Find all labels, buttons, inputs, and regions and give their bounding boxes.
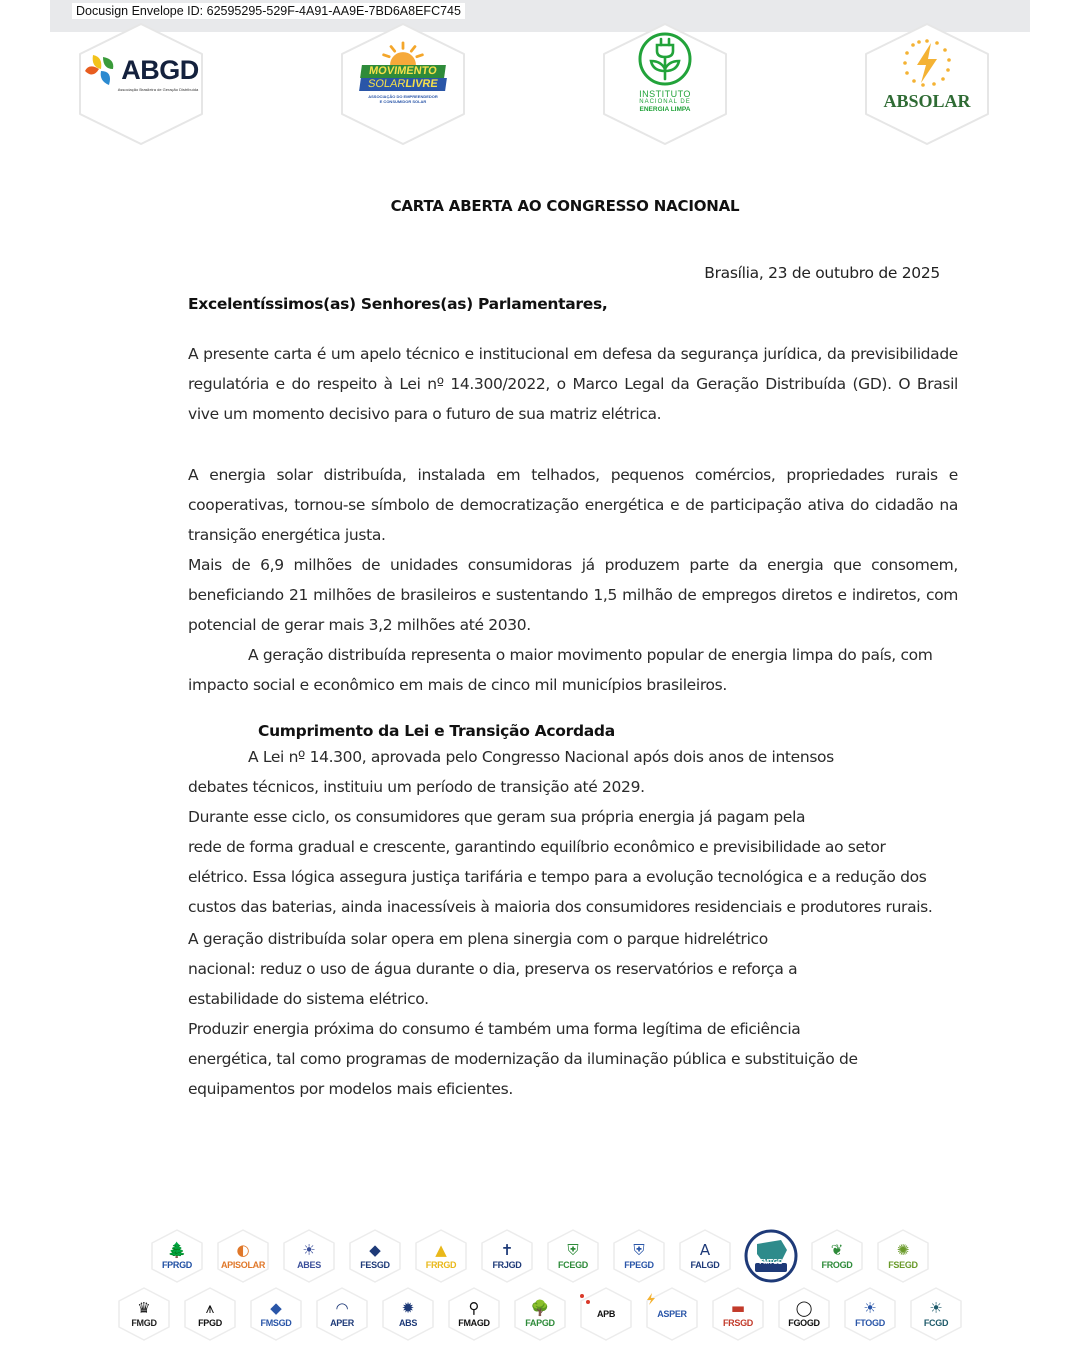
paragraph-text: A geração distribuída solar opera em plena sinergia com o parque hidrelétrico (188, 930, 768, 948)
footer-logo-label: FCGD (923, 1317, 949, 1328)
footer-logo-label: FCEGD (557, 1259, 588, 1270)
abgd-wordmark: ABGD (121, 54, 199, 85)
tree-icon: 🌳 (530, 1298, 550, 1317)
footer-logo-label: APER (330, 1317, 354, 1328)
footer-logo-label: APISOLAR (220, 1259, 266, 1270)
footer-logo-label: FSEGD (888, 1259, 918, 1270)
section-body (188, 742, 958, 1104)
footer-logo-abes (280, 1228, 338, 1284)
footer-logo-content (445, 1292, 503, 1336)
brazil-map-icon: ✹ (401, 1298, 415, 1317)
absolar-wordmark: ABSOLAR (883, 91, 971, 111)
plug-plant-icon (637, 31, 693, 87)
footer-logo-content (676, 1234, 734, 1278)
section-heading: Cumprimento da Lei e Transição Acordada (258, 722, 615, 740)
footer-logo-label: FPGD (198, 1317, 222, 1328)
footer-logo-content (115, 1292, 173, 1336)
crown-icon: ♛ (137, 1298, 151, 1317)
instituto-wordmark (639, 89, 691, 114)
footer-logo-fsegd (874, 1228, 932, 1284)
sunflower-icon: ✺ (896, 1240, 910, 1259)
bridge-icon: ⩚ (205, 1298, 215, 1317)
bridge-sun-icon: ☀ (929, 1298, 943, 1317)
footer-logo-content (412, 1234, 470, 1278)
shield-icon: ⛨ (567, 1240, 579, 1259)
footer-logo-content (313, 1292, 371, 1336)
footer-logo-fpgd (181, 1286, 239, 1342)
map-icon: ◆ (369, 1240, 381, 1259)
letter-body (188, 196, 958, 1104)
logo-instituto-energia-limpa (598, 22, 732, 146)
footer-logo-aper (313, 1286, 371, 1342)
footer-logo-fmsgd (247, 1286, 305, 1342)
footer-logo-content (775, 1292, 833, 1336)
people-icon: ⚲ (468, 1298, 480, 1317)
footer-logo-fgogd (775, 1286, 833, 1342)
instituto-line1: INSTITUTO (639, 88, 691, 99)
paragraph-text: nacional: reduz o uso de água durante o dia, preserva os reservatórios e reforça a estabilidade do sistema elétrico. (188, 960, 798, 1008)
instituto-line2: NACIONAL DE (639, 98, 691, 105)
footer-logo-label: FROGD (821, 1259, 853, 1270)
tree-icon: 🌲 (167, 1240, 187, 1259)
lightning-bolt-icon (901, 37, 953, 89)
globe-icon: ◐ (236, 1240, 250, 1259)
footer-logo-content (874, 1234, 932, 1278)
footer-logo-content (577, 1292, 635, 1336)
paragraph-text: A presente carta é um apelo técnico e institucional em defesa da segurança jurídica, da previsibilidade regulatória e do respeito à Lei nº 14.300/2022, o Marco Legal da Geração Distribuída (GD). O Brasil vive um momento decisivo para o futuro de sua matriz elétrica. (188, 345, 958, 423)
footer-logo-label: FALGD (690, 1259, 720, 1270)
mountain-icon: ▲ (435, 1240, 447, 1259)
abgd-petals-icon (83, 53, 119, 87)
footer-logo-label: APB (596, 1309, 616, 1319)
footer-logo-ftogd (841, 1286, 899, 1342)
sun-rays-icon: ☀ (302, 1240, 316, 1259)
footer-logo-label: ASPER (657, 1309, 687, 1319)
footer-logo-abs (379, 1286, 437, 1342)
footer-logo-asper (643, 1286, 701, 1342)
footer-logo-label: FAPGD (525, 1317, 555, 1328)
paragraph-text: A geração distribuída representa o maior movimento popular de energia limpa do país, com impacto social e econômico em mais de cinco mil municípios brasileiros. (188, 646, 933, 694)
building-sun-icon: ☀ (863, 1298, 877, 1317)
movimento-subtitle-line2: E CONSUMIDOR SOLAR (379, 98, 427, 104)
footer-logo-label: FTOGD (855, 1317, 885, 1328)
crest-icon: ⛨ (633, 1240, 645, 1259)
logo-absolar (860, 22, 994, 146)
footer-logo-content (907, 1292, 965, 1336)
logo-movimento-solar-livre (336, 22, 470, 146)
paragraph-popular-movement (188, 640, 958, 700)
logo-abgd (74, 22, 208, 146)
paragraph-text: energética, tal como programas de modernização da iluminação pública e substituição de equipamentos por modelos mais eficientes. (188, 1050, 858, 1098)
footer-logo-label: ABS (398, 1317, 418, 1328)
paragraph-text: A Lei nº 14.300, aprovada pelo Congresso Nacional após dois anos de intensos debates técnicos, instituiu um período de transição até 2029. (188, 748, 834, 796)
footer-logo-label: FRSGD (722, 1317, 753, 1328)
footer-logo-content (742, 1234, 800, 1278)
footer-logo-fmtgd (742, 1228, 800, 1284)
christ-statue-icon: ✝ (500, 1240, 514, 1259)
footer-logos-row-2 (0, 1286, 1080, 1342)
footer-logo-content (148, 1234, 206, 1278)
footer-logo-label: FMSGD (260, 1317, 292, 1328)
landscape-icon: ▬ (730, 1298, 746, 1317)
footer-logo-label: FPEGD (624, 1259, 654, 1270)
footer-logo-frjgd (478, 1228, 536, 1284)
footer-logo-label: FRRGD (425, 1259, 457, 1270)
footer-logo-content (511, 1292, 569, 1336)
letter-salutation: Excelentíssimos(as) Senhores(as) Parlamentares, (188, 295, 608, 313)
tree-circle-icon: ◯ (795, 1298, 813, 1317)
letter-title: CARTA ABERTA AO CONGRESSO NACIONAL (390, 197, 740, 215)
footer-logo-fcgd (907, 1286, 965, 1342)
letter-date: Brasília, 23 de outubro de 2025 (704, 264, 940, 282)
paragraph-solar-distributed (188, 460, 958, 640)
footer-logo-content (544, 1234, 602, 1278)
footer-logo-fmagd (445, 1286, 503, 1342)
footer-logo-apisolar (214, 1228, 272, 1284)
movimento-wordmark: MOVIMENTO (360, 65, 445, 78)
footer-logo-content (808, 1234, 866, 1278)
footer-logo-content (181, 1292, 239, 1336)
paragraph-text: rede de forma gradual e crescente, garantindo equilíbrio econômico e previsibilidade ao setor elétrico. Essa lógica assegura justiça tarifária e tempo para a evolução tecnológica e a redução dos custos das baterias, ainda inacessíveis à maioria dos consumidores residenciais e produtores rurais. (188, 838, 933, 916)
solar-text: SOLAR (367, 77, 407, 90)
sun-icon (378, 41, 428, 65)
footer-logo-frrgd (412, 1228, 470, 1284)
footer-logo-label: FPRGD (161, 1259, 192, 1270)
paragraph-text: Produzir energia próxima do consumo é também uma forma legítima de eficiência (188, 1020, 801, 1038)
footer-logo-apb (577, 1286, 635, 1342)
paragraph-text: A energia solar distribuída, instalada em telhados, pequenos comércios, propriedades rurais e cooperativas, tornou-se símbolo de democratização energética e de participação ativa do cidadão na transição energética justa. (188, 466, 958, 544)
footer-logo-fprgd (148, 1228, 206, 1284)
footer-logo-content (709, 1292, 767, 1336)
footer-logo-content (214, 1234, 272, 1278)
footer-logo-falgd (676, 1228, 734, 1284)
leaf-icon: ❦ (830, 1240, 844, 1259)
footer-logo-label: FMGD (131, 1317, 157, 1328)
footer-logo-content (841, 1292, 899, 1336)
footer-logo-label: FRJGD (492, 1259, 522, 1270)
paragraph-intro (188, 339, 958, 429)
footer-logo-label: FESGD (360, 1259, 390, 1270)
footer-logo-label: FMAGD (458, 1317, 490, 1328)
footer-logo-fmgd (115, 1286, 173, 1342)
footer-logo-content (280, 1234, 338, 1278)
footer-logo-content (643, 1292, 701, 1336)
footer-logo-fpegd (610, 1228, 668, 1284)
paragraph-text: Mais de 6,9 milhões de unidades consumidoras já produzem parte da energia que consomem, beneficiando 21 milhões de brasileiros e sustentando 1,5 milhão de empregos diretos e indiretos, com potencial de gerar mais 3,2 milhões até 2030. (188, 556, 958, 634)
footer-logo-content (346, 1234, 404, 1278)
solar-livre-wordmark (359, 78, 447, 91)
footer-logo-content (379, 1292, 437, 1336)
footer-logos-row-1 (0, 1228, 1080, 1284)
footer-logo-fapgd (511, 1286, 569, 1342)
footer-logo-frogd (808, 1228, 866, 1284)
footer-logo-content (610, 1234, 668, 1278)
footer-logo-label: FGOGD (788, 1317, 820, 1328)
wave-icon: ◠ (335, 1298, 349, 1317)
livre-text: LIVRE (404, 77, 439, 90)
movimento-subtitle (368, 94, 438, 104)
state-map-icon: ◆ (270, 1298, 282, 1317)
footer-logo-content (247, 1292, 305, 1336)
paragraph-text: Durante esse ciclo, os consumidores que geram sua própria energia já pagam pela (188, 808, 806, 826)
movimento-subtitle-line1: ASSOCIAÇÃO DO EMPREENDEDOR (368, 93, 438, 99)
abgd-subtitle: Associação Brasileira de Geração Distribuída (117, 86, 199, 92)
footer-logo-fesgd (346, 1228, 404, 1284)
footer-logo-label: FMTGD (759, 1259, 783, 1266)
footer-logo-content (478, 1234, 536, 1278)
instituto-line3: ENERGIA LIMPA (639, 105, 691, 113)
laurel-icon: A (699, 1240, 711, 1259)
footer-logo-fcegd (544, 1228, 602, 1284)
docusign-envelope-id: Docusign Envelope ID: 62595295-529F-4A91-AA9E-7BD6A8EFC745 (72, 3, 465, 19)
footer-logo-label: ABES (297, 1259, 321, 1270)
footer-logo-frsgd (709, 1286, 767, 1342)
